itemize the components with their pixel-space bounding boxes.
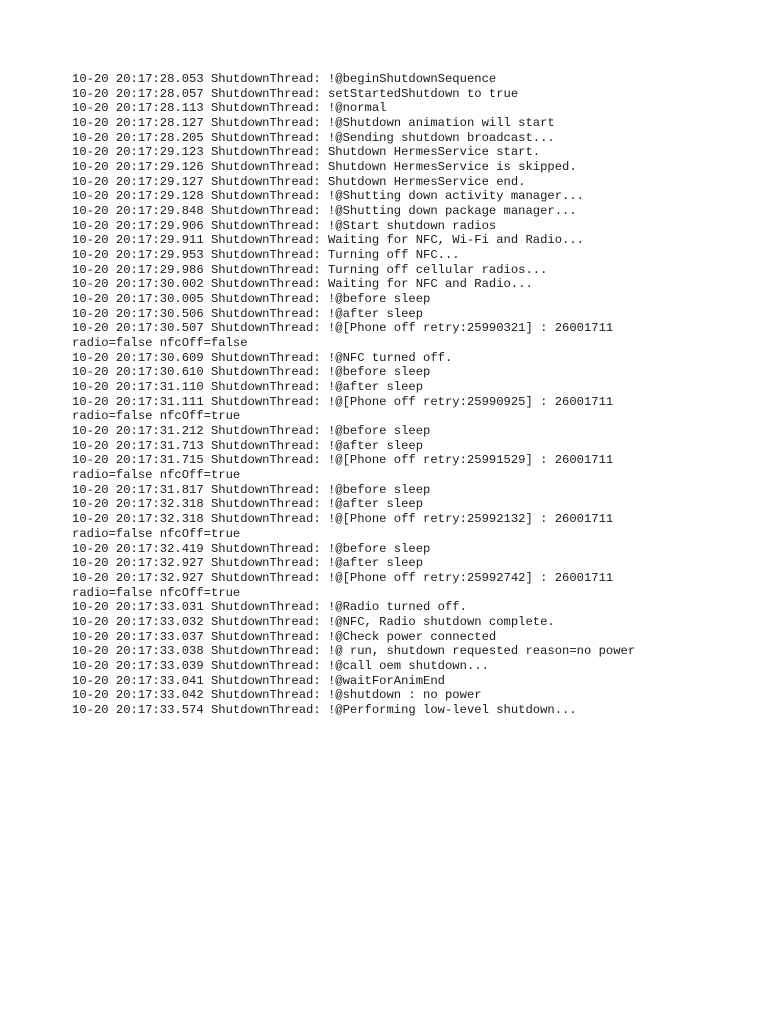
log-line: 10-20 20:17:30.002 ShutdownThread: Waiting for NFC and Radio... xyxy=(72,277,533,292)
log-line: 10-20 20:17:33.042 ShutdownThread: !@shutdown : no power xyxy=(72,688,482,703)
log-line: 10-20 20:17:31.110 ShutdownThread: !@after sleep xyxy=(72,380,424,395)
log-line: 10-20 20:17:32.318 ShutdownThread: !@after sleep xyxy=(72,497,424,512)
log-line: 10-20 20:17:28.057 ShutdownThread: setStartedShutdown to true xyxy=(72,86,519,101)
log-line: 10-20 20:17:33.574 ShutdownThread: !@Performing low-level shutdown... xyxy=(72,702,577,717)
log-line: 10-20 20:17:31.715 ShutdownThread: !@[Phone off retry:25991529] : 26001711 xyxy=(72,453,614,468)
log-line: 10-20 20:17:32.318 ShutdownThread: !@[Phone off retry:25992132] : 26001711 xyxy=(72,512,614,527)
log-line: 10-20 20:17:29.906 ShutdownThread: !@Start shutdown radios xyxy=(72,218,497,233)
log-line: 10-20 20:17:31.713 ShutdownThread: !@after sleep xyxy=(72,438,424,453)
log-line: 10-20 20:17:28.205 ShutdownThread: !@Sending shutdown broadcast... xyxy=(72,130,555,145)
log-line: 10-20 20:17:29.986 ShutdownThread: Turning off cellular radios... xyxy=(72,262,548,277)
log-line: 10-20 20:17:29.953 ShutdownThread: Turning off NFC... xyxy=(72,248,460,263)
log-line: 10-20 20:17:31.212 ShutdownThread: !@before sleep xyxy=(72,424,431,439)
log-line: 10-20 20:17:30.609 ShutdownThread: !@NFC turned off. xyxy=(72,350,453,365)
log-line: 10-20 20:17:30.005 ShutdownThread: !@before sleep xyxy=(72,292,431,307)
log-line: 10-20 20:17:29.848 ShutdownThread: !@Shutting down package manager... xyxy=(72,204,577,219)
document-page xyxy=(72,72,732,718)
log-line: 10-20 20:17:32.419 ShutdownThread: !@before sleep xyxy=(72,541,431,556)
log-line: 10-20 20:17:33.038 ShutdownThread: !@ run, shutdown requested reason=no power xyxy=(72,644,636,659)
log-text-block xyxy=(72,72,732,718)
log-line: 10-20 20:17:33.032 ShutdownThread: !@NFC, Radio shutdown complete. xyxy=(72,614,555,629)
log-line: 10-20 20:17:30.507 ShutdownThread: !@[Phone off retry:25990321] : 26001711 xyxy=(72,321,614,336)
log-line: 10-20 20:17:29.911 ShutdownThread: Waiting for NFC, Wi-Fi and Radio... xyxy=(72,233,584,248)
log-line: 10-20 20:17:28.053 ShutdownThread: !@beginShutdownSequence xyxy=(72,72,497,86)
log-line: 10-20 20:17:32.927 ShutdownThread: !@[Phone off retry:25992742] : 26001711 xyxy=(72,570,614,585)
log-line: 10-20 20:17:30.506 ShutdownThread: !@after sleep xyxy=(72,306,424,321)
log-line: 10-20 20:17:30.610 ShutdownThread: !@before sleep xyxy=(72,365,431,380)
log-line: radio=false nfcOff=false xyxy=(72,336,248,351)
log-line: 10-20 20:17:31.111 ShutdownThread: !@[Phone off retry:25990925] : 26001711 xyxy=(72,394,614,409)
log-line: 10-20 20:17:29.127 ShutdownThread: Shutdown HermesService end. xyxy=(72,174,526,189)
log-line: 10-20 20:17:29.123 ShutdownThread: Shutdown HermesService start. xyxy=(72,145,541,160)
log-line: 10-20 20:17:29.128 ShutdownThread: !@Shutting down activity manager... xyxy=(72,189,584,204)
log-line: 10-20 20:17:33.037 ShutdownThread: !@Check power connected xyxy=(72,629,497,644)
log-line: 10-20 20:17:33.039 ShutdownThread: !@call oem shutdown... xyxy=(72,658,489,673)
log-line: 10-20 20:17:28.127 ShutdownThread: !@Shutdown animation will start xyxy=(72,116,555,131)
log-line: 10-20 20:17:28.113 ShutdownThread: !@normal xyxy=(72,101,387,116)
log-line: 10-20 20:17:29.126 ShutdownThread: Shutdown HermesService is skipped. xyxy=(72,160,577,175)
log-line: 10-20 20:17:31.817 ShutdownThread: !@before sleep xyxy=(72,482,431,497)
log-line: 10-20 20:17:33.041 ShutdownThread: !@waitForAnimEnd xyxy=(72,673,445,688)
log-line: 10-20 20:17:33.031 ShutdownThread: !@Radio turned off. xyxy=(72,600,467,615)
log-line: radio=false nfcOff=true xyxy=(72,585,241,600)
log-line: 10-20 20:17:32.927 ShutdownThread: !@after sleep xyxy=(72,556,424,571)
log-line: radio=false nfcOff=true xyxy=(72,526,241,541)
log-line: radio=false nfcOff=true xyxy=(72,409,241,424)
log-line: radio=false nfcOff=true xyxy=(72,468,241,483)
